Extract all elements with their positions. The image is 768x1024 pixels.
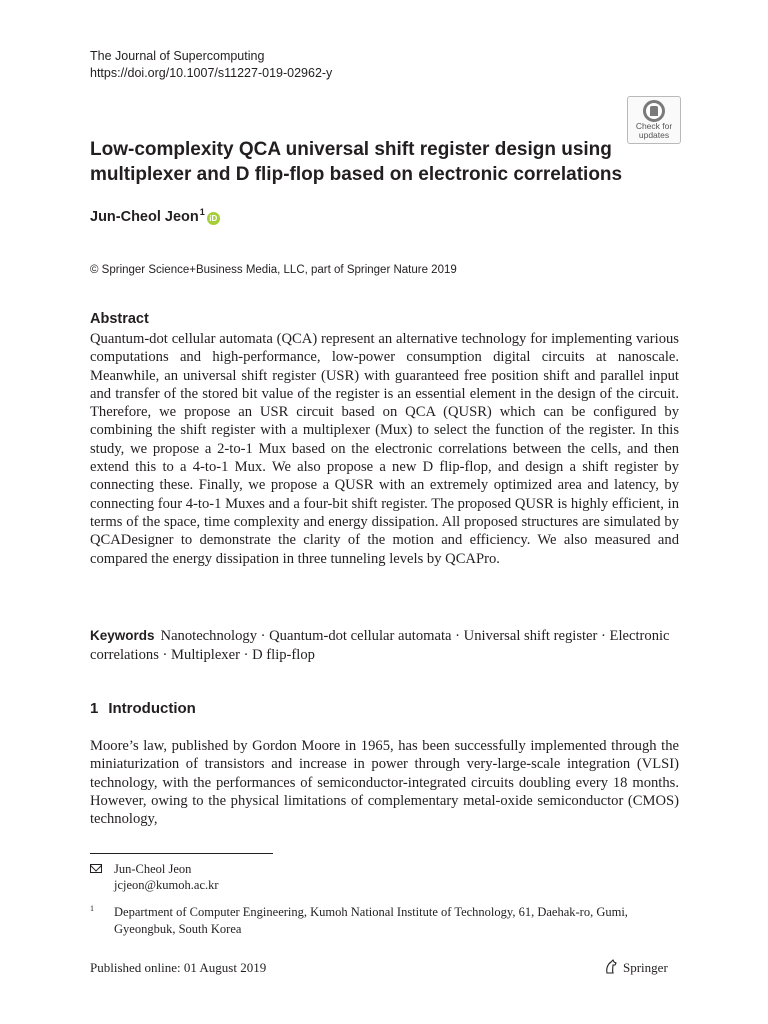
journal-header [90, 48, 332, 82]
keywords-block [90, 626, 679, 665]
introduction-text: Moore’s law, published by Gordon Moore in 1965, has been successfully implemented through the miniaturization of transistors and increase in power through very-large-scale integration (VLSI) technology, with the performances of semiconductor-integrated circuits doubling every 18 months. However, owing to the physical limitations of complementary metal-oxide semiconductor (CMOS) technology, [90, 738, 679, 828]
section-number: 1 [90, 700, 99, 717]
author-affiliation-mark: 1 [199, 207, 205, 217]
section-title: Introduction [108, 700, 196, 717]
bookmark-icon [643, 100, 665, 122]
springer-horse-icon [604, 959, 618, 974]
abstract-text: Quantum-dot cellular automata (QCA) represent an alternative technology for implementing various computations and high-performance, low-power consumption digital circuits at nanoscale. Meanwhile, an universal shift register (USR) with guaranteed free position shift and parallel input and transfer of the stored bit value of the register is an essential element in the design of the circuit. Therefore, we propose an USR circuit based on QCA (QUSR) which can be configured by combining the shift register with a multiplexer (Mux) to select the function of the register. In this study, we propose a 2-to-1 Mux based on the electronic correlations between the cells, and then extend this to a 4-to-1 Mux. We also propose a new D flip-flop, and design a shift register by connecting these. Finally, we propose a QUSR with an extremely optimized area and latency, by connecting four 4-to-1 Muxes and a four-bit shift register. The proposed QUSR is highly efficient, in terms of the space, time complexity and energy dissipation. All proposed structures are simulated by QCADesigner to demonstrate the clarity of the motion and efficiency. We also measured and compared the energy dissipation in three tunneling levels by QCAPro. [90, 331, 679, 567]
publisher-name: Springer [623, 960, 668, 975]
copyright-notice: © Springer Science+Business Media, LLC, part of Springer Nature 2019 [90, 264, 457, 276]
publisher-logo [604, 959, 668, 976]
published-date: Published online: 01 August 2019 [90, 960, 267, 975]
envelope-icon [90, 864, 102, 873]
corresponding-author [114, 861, 219, 893]
journal-name: The Journal of Supercomputing [90, 49, 265, 63]
keywords-text: Nanotechnology · Quantum-dot cellular automata · Universal shift register · Electronic correlations · Multiplexer · D flip-flop [90, 628, 670, 663]
affiliation-text: Department of Computer Engineering, Kumoh National Institute of Technology, 61, Daehak-ro, Gumi, Gyeongbuk, South Korea [114, 905, 628, 936]
corresponding-email[interactable]: jcjeon@kumoh.ac.kr [114, 878, 219, 892]
abstract-heading: Abstract [90, 311, 149, 327]
author-name: Jun-Cheol Jeon [90, 209, 199, 225]
check-updates-line1: Check for [635, 121, 673, 131]
doi-link[interactable]: https://doi.org/10.1007/s11227-019-02962-y [90, 66, 333, 80]
keywords-label: Keywords [90, 628, 155, 643]
check-updates-line2: updates [638, 130, 670, 140]
orcid-icon[interactable]: iD [207, 212, 220, 225]
article-title: Low-complexity QCA universal shift register design using multiplexer and D flip-flop based on electronic correlations [90, 139, 623, 185]
footnote-divider [90, 853, 273, 854]
affiliation-number: 1 [90, 904, 94, 913]
author-line [90, 207, 220, 225]
corresponding-name: Jun-Cheol Jeon [114, 862, 192, 876]
section-heading [90, 700, 196, 717]
